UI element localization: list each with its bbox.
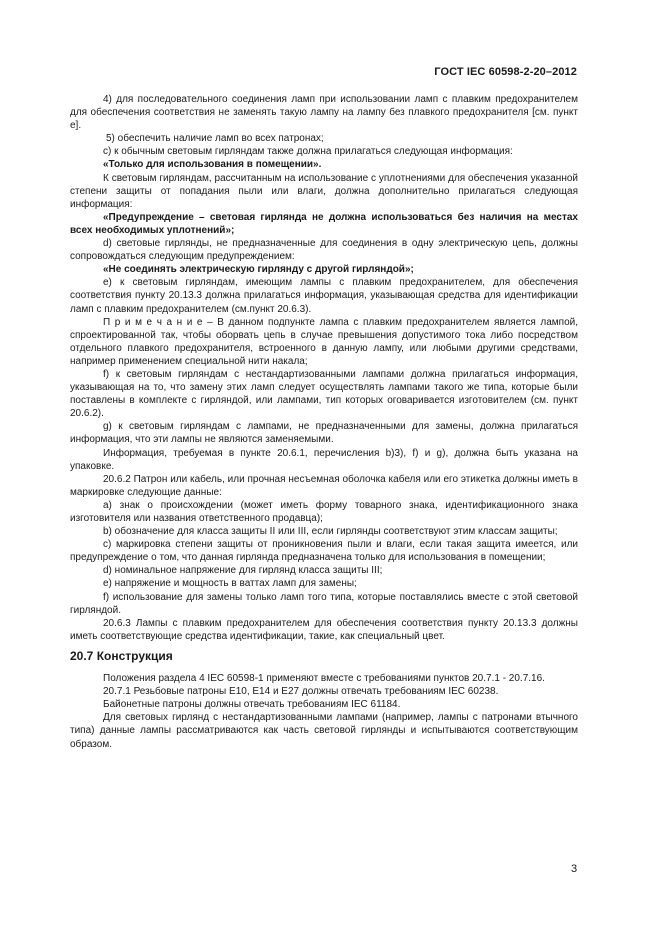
paragraph: Байонетные патроны должны отвечать требованиям IEC 61184. [103, 699, 401, 711]
paragraph: b) обозначение для класса защиты II или III, если гирлянды соответствуют этим классам защиты; [103, 526, 558, 538]
paragraph: f) использование для замены только ламп того типа, которые поставлялись вместе с этой световой гирляндой. [70, 591, 578, 616]
paragraph: d) световые гирлянды, не предназначенные для соединения в одну электрическую цепь, должны сопровождаться следующим предупреждением: [70, 238, 578, 263]
paragraph: с) к обычным световым гирляндам также должна прилагаться следующая информация: [103, 146, 513, 158]
section-heading: 20.7 Конструкция [70, 648, 173, 663]
paragraph: а) знак о происхождении (может иметь форму товарного знака, идентификационного знака изготовителя или названия ответственного продавца); [70, 499, 578, 524]
paragraph: е) к световым гирляндам, имеющим лампы с плавким предохранителем, для обеспечения соответствия пункту 20.13.3 должна прилагаться информация, указывающая средства для идентификации ламп с плавким предохранителем (см.пункт 20.6.3). [70, 277, 578, 315]
paragraph: Положения раздела 4 IEC 60598-1 применяют вместе с требованиями пунктов 20.7.1 - 20.7.16. [103, 673, 545, 685]
paragraph: 20.6.2 Патрон или кабель, или прочная несъемная оболочка кабеля или его этикетка должны иметь в маркировке следующие данные: [70, 473, 578, 498]
paragraph: К световым гирляндам, рассчитанным на использование с уплотнениями для обеспечения указанной степени защиты от попадания пыли или влаги, должна дополнительно прилагаться следующая информация: [70, 172, 578, 210]
paragraph: Для световых гирлянд с нестандартизованными лампами (например, лампы с патронами втычного типа) данные лампы рассматриваются как часть световой гирлянды и испытываются соответствующим образом. [70, 712, 578, 750]
paragraph: «Только для использования в помещении». [103, 159, 322, 171]
paragraph: g) к световым гирляндам с лампами, не предназначенными для замены, должна прилагаться информация, что эти лампы не являются заменяемыми. [70, 421, 578, 446]
paragraph: с) маркировка степени защиты от проникновения пыли и влаги, если такая защита имеется, или предупреждение о том, что данная гирлянда предназначена только для использования в помещении; [70, 539, 578, 564]
note-paragraph: П р и м е ч а н и е – В данном подпункте лампа с плавким предохранителем является лампой, спроектированной так, чтобы оборвать цепь в случае превышения допустимого тока либо посредством отдельного плавкого предохранителя, встроенного в данную лампу, или любыми другими средствами, например применением специальной нити накала; [70, 316, 578, 367]
paragraph: 4) для последовательного соединения ламп при использовании ламп с плавким предохранителем для обеспечения соответствия не заменять такую лампу на лампу без плавкого предохранителя [см. пункт е]. [70, 94, 578, 132]
paragraph: «Предупреждение – световая гирлянда не должна использоваться без наличия на местах всех необходимых уплотнений»; [70, 211, 578, 236]
page-number: 3 [571, 863, 578, 875]
paragraph: d) номинальное напряжение для гирлянд класса защиты III; [103, 565, 383, 577]
paragraph: Информация, требуемая в пункте 20.6.1, перечисления b)3), f) и g), должна быть указана на упаковке. [70, 447, 578, 472]
paragraph: 20.7.1 Резьбовые патроны Е10, Е14 и Е27 должны отвечать требованиям IEC 60238. [103, 686, 499, 698]
paragraph: f) к световым гирляндам с нестандартизованными лампами должна прилагаться информация, указывающая на то, что замену этих ламп следует осуществлять лампами такого же типа, которые были поставлены в комплекте с гирляндой, или лампами, тип которых оговаривается изготовителем (см. пункт 20.6.2). [70, 368, 578, 420]
document-body [70, 93, 578, 751]
paragraph: 20.6.3 Лампы с плавким предохранителем для обеспечения соответствия пункту 20.13.3 должны иметь соответствующие средства идентификации, такие, как специальный цвет. [70, 617, 578, 642]
paragraph: е) напряжение и мощность в ваттах ламп для замены; [103, 578, 357, 590]
document-header: ГОСТ IEC 60598-2-20–2012 [434, 66, 577, 78]
paragraph: 5) обеспечить наличие ламп во всех патронах; [106, 133, 324, 145]
paragraph: «Не соединять электрическую гирлянду с другой гирляндой»; [103, 264, 414, 276]
